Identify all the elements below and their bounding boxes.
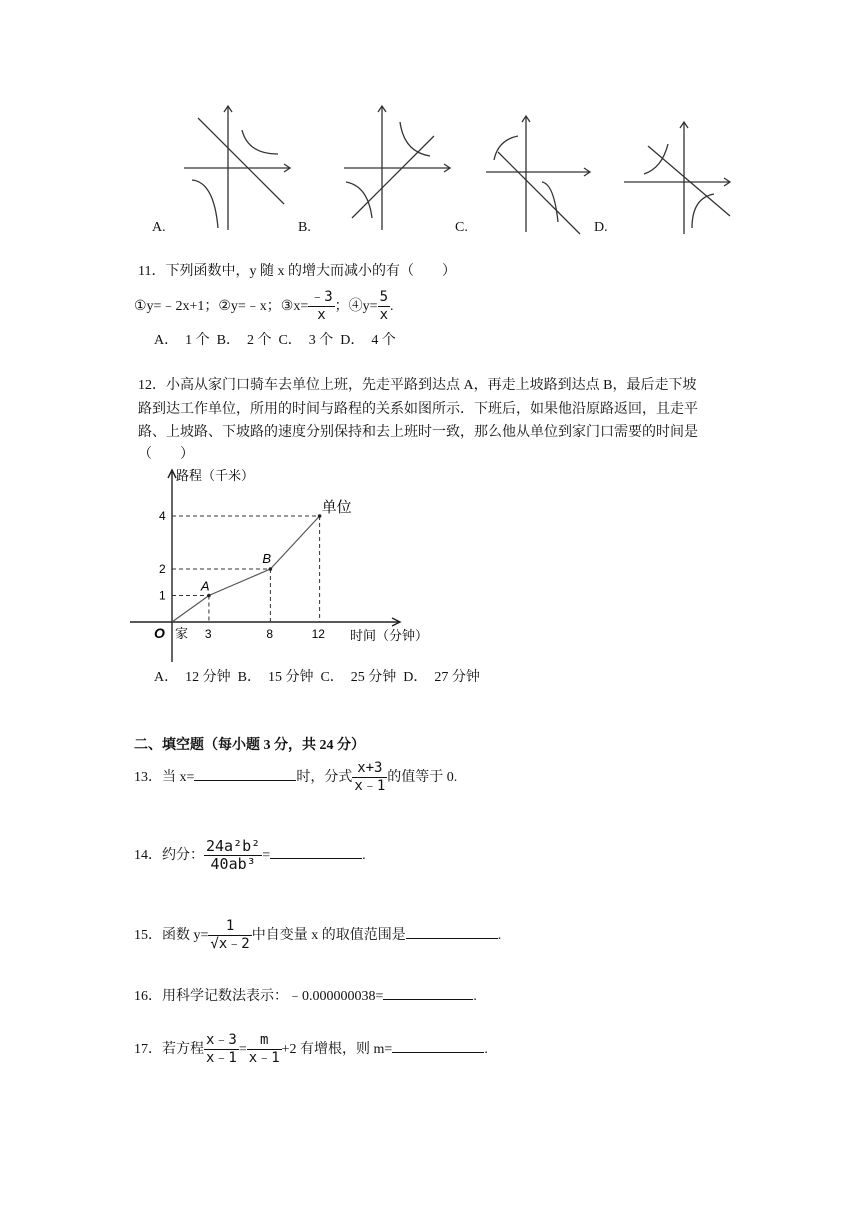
x-tick-label: 3 — [204, 627, 212, 641]
x-tick-label: 12 — [311, 627, 325, 641]
q16-answer-blank[interactable] — [383, 985, 473, 1000]
q11-separator: ；④y= — [334, 299, 378, 314]
home-label: 家 — [175, 626, 189, 641]
data-point — [207, 594, 211, 598]
q13-fraction: $\frac{x+3}{x﹣1}$ — [354, 760, 386, 795]
point-label-end: 单位 — [321, 499, 352, 516]
q12-line-1: 12．小高从家门口骑车去单位上班，先走平路到达点 A，再走上坡路到达点 B，最后走下坡 — [138, 378, 697, 393]
x-axis-label: 时间（分钟） — [350, 628, 429, 643]
graph-c — [484, 112, 594, 236]
q14: 14．约分： $\frac{\text{24a²b²}}{\text{40ab³}}$ = . — [134, 837, 366, 874]
q15: 15．函数 y= $\frac{1}{√x﹣2}$ 中自变量 x 的取值范围是 . — [134, 918, 502, 953]
q11-options: A． 1 个 B． 2 个 C． 3 个 D． 4 个 — [154, 333, 396, 348]
y-tick-label: 2 — [159, 562, 166, 576]
origin-label: O — [154, 625, 165, 641]
q15-fraction: $\frac{1}{√x﹣2}$ — [210, 918, 250, 953]
q11-formulas: ①y=﹣2x+1；②y=﹣x；③x= $\frac{﹣3}{x}$ ；④y= $\frac{5}{x}$ . — [134, 289, 394, 324]
q17-answer-blank[interactable] — [392, 1038, 484, 1053]
data-point — [269, 567, 273, 571]
section-title: 二、填空题（每小题 3 分，共 24 分） — [134, 738, 365, 753]
q11-fraction-3: $\frac{﹣3}{x}$ — [310, 289, 333, 324]
q15-answer-blank[interactable] — [406, 924, 498, 939]
q13: 13．当 x= 时，分式 $\frac{x+3}{x﹣1}$ 的值等于 0. — [134, 760, 458, 795]
point-label-b: B — [262, 551, 272, 566]
q11-formula-1-2: ①y=﹣2x+1；②y=﹣x；③x= — [134, 299, 309, 314]
q16: 16．用科学记数法表示：﹣0.000000038= . — [134, 985, 477, 1007]
q10-option-c: C. — [455, 220, 468, 235]
y-axis-label: 路程（千米） — [176, 468, 255, 483]
q12-chart — [128, 462, 429, 668]
q12-line-4: （ ） — [138, 447, 194, 462]
graph-b — [340, 100, 455, 235]
q12-options: A． 12 分钟 B． 15 分钟 C． 25 分钟 D． 27 分钟 — [154, 670, 480, 685]
sqrt-icon: √ — [210, 936, 219, 953]
q11-fraction-4: $\frac{5}{x}$ — [379, 289, 389, 324]
point-label-a: A — [200, 578, 210, 594]
q17-fraction-left: $\frac{x﹣3}{x﹣1}$ — [206, 1032, 237, 1067]
graph-a — [180, 100, 295, 235]
q13-answer-blank[interactable] — [194, 766, 296, 781]
y-tick-label: 1 — [159, 588, 166, 603]
q14-answer-blank[interactable] — [270, 844, 362, 859]
graph-d — [622, 118, 734, 236]
q10-option-b: B. — [298, 220, 311, 235]
x-tick-label: 8 — [266, 627, 274, 641]
q11-stem: 11．下列函数中，y 随 x 的增大而减小的有（ ） — [138, 264, 456, 279]
q17-fraction-right: $\frac{m}{x﹣1}$ — [248, 1032, 280, 1067]
q14-fraction: $\frac{\text{24a²b²}}{\text{40ab³}}$ — [206, 837, 261, 874]
q12-line-3: 路、上坡路、下坡路的速度分别保持和去上班时一致，那么他从单位到家门口需要的时间是 — [138, 425, 698, 440]
y-tick-label: 4 — [159, 509, 166, 523]
q12-line-2: 路到达工作单位，所用的时间与路程的关系如图所示．下班后，如果他沿原路返回，且走平 — [138, 402, 698, 417]
q10-option-a: A. — [152, 220, 166, 235]
q10-option-d: D. — [594, 220, 608, 235]
q17: 17．若方程 $\frac{x﹣3}{x﹣1}$ = $\frac{m}{x﹣1}$ +2 有增根，则 m= . — [134, 1032, 488, 1067]
